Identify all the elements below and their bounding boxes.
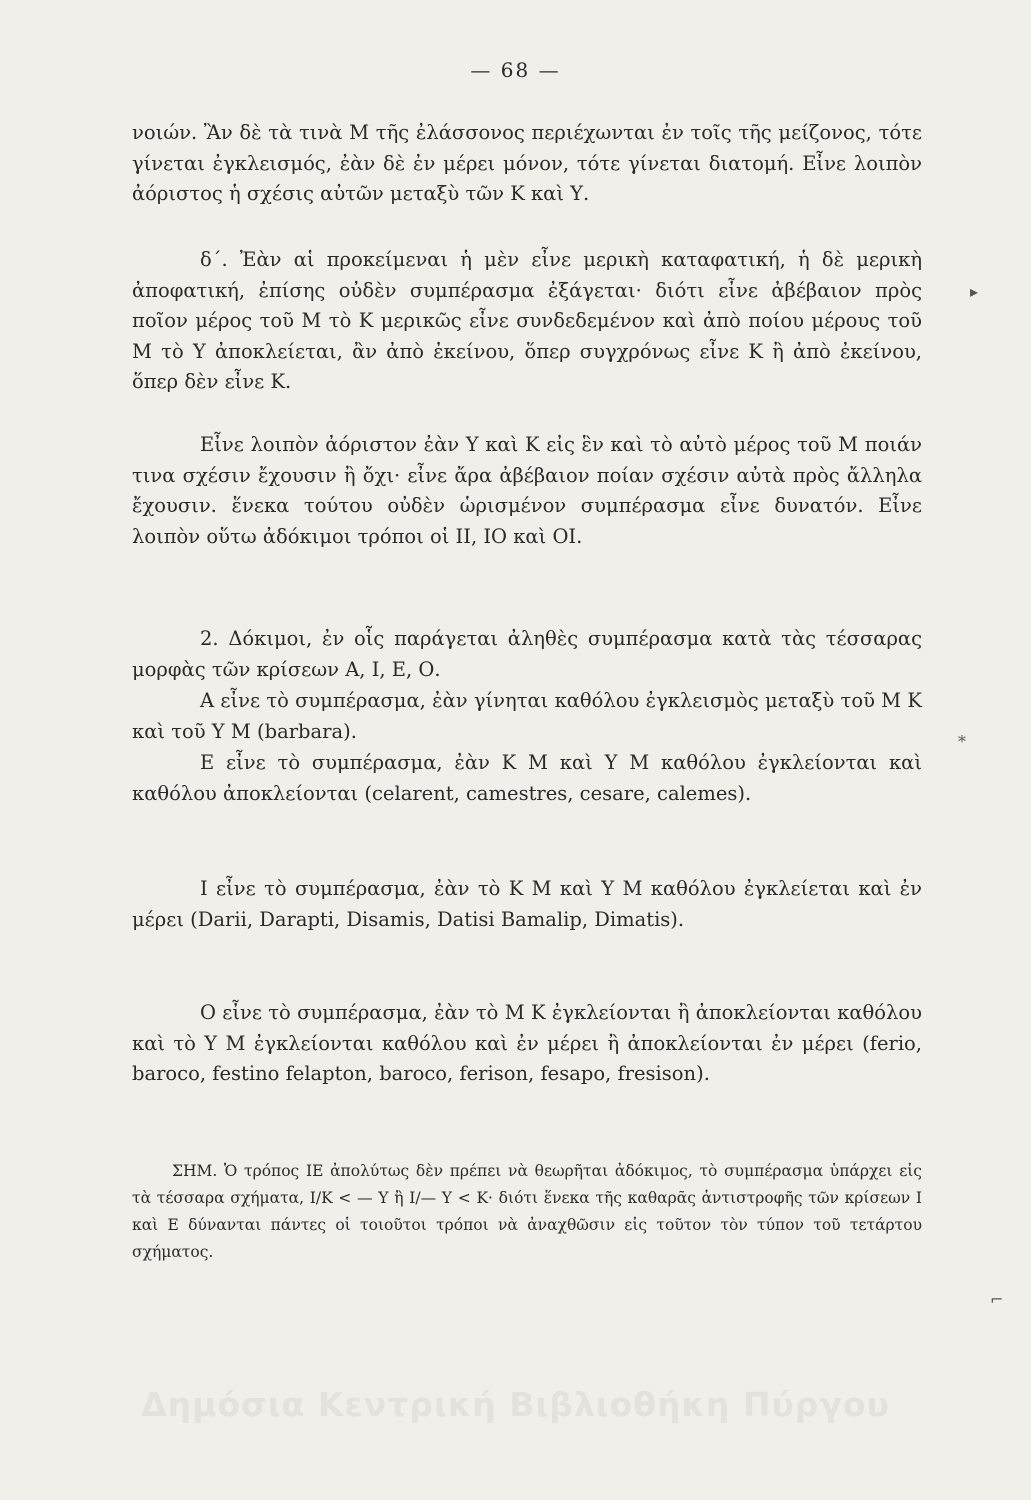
paragraph-indeterminate [132, 430, 922, 552]
paragraph: Α εἶνε τὸ συμπέρασμα, ἐὰν γίνηται καθόλου ἐγκλεισμὸς μεταξὺ τοῦ Μ Κ καὶ τοῦ Υ Μ (barbara). [132, 689, 922, 743]
margin-tick-icon: ⌐ [990, 1290, 1004, 1309]
paragraph: Ο εἶνε τὸ συμπέρασμα, ἐὰν τὸ Μ Κ ἐγκλείονται ἢ ἀποκλείονται καθόλου καὶ τὸ Υ Μ ἐγκλείονται καθόλου καὶ ἐν μέρει ἢ ἀποκλείονται ἐν μέρει (ferio, baroco, festino felapton, baroco, ferison, fesapo, fresison). [132, 1001, 922, 1086]
paragraph-mood-i [132, 874, 922, 935]
margin-asterisk-icon: * [958, 732, 966, 751]
paragraph-mood-a [132, 686, 922, 747]
paragraph-valid-moods [132, 624, 922, 685]
paragraph: 2. Δόκιμοι, ἐν οἷς παράγεται ἀληθὲς συμπέρασμα κατὰ τὰς τέσσαρας μορφὰς τῶν κρίσεων Α, Ι, Ε, Ο. [132, 627, 922, 681]
paragraph-continuation [132, 118, 922, 210]
footnote-text: ΣΗΜ. Ὁ τρόπος ΙΕ ἀπολύτως δὲν πρέπει νὰ θεωρῆται ἀδόκιμος, τὸ συμπέρασμα ὑπάρχει εἰς τὰ τέσσαρα σχήματα, Ι/Κ < — Υ ἢ Ι/— Υ < Κ· διότι ἕνεκα τῆς καθαρᾶς ἀντιστροφῆς τῶν κρίσεων Ι καὶ Ε δύνανται πάντες οἱ τοιοῦτοι τρόποι νὰ ἀναχθῶσιν εἰς τοῦτον τὸν τύπον τοῦ τετάρτου σχήματος. [132, 1162, 922, 1261]
margin-arrow-icon: ▸ [970, 282, 979, 301]
paragraph-mood-o [132, 998, 922, 1090]
paragraph: Εἶνε λοιπὸν ἀόριστον ἐὰν Υ καὶ Κ εἰς ἓν καὶ τὸ αὐτὸ μέρος τοῦ Μ ποιάν τινα σχέσιν ἔχουσιν ἢ ὄχι· εἶνε ἄρα ἀβέβαιον ποίαν σχέσιν αὐτὰ πρὸς ἄλληλα ἔχουσιν. ἕνεκα τούτου οὐδὲν ὡρισμένον συμπέρασμα εἶνε δυνατόν. Εἶνε λοιπὸν οὕτω ἀδόκιμοι τρόποι οἱ ΙΙ, ΙΟ καὶ ΟΙ. [132, 433, 922, 548]
paragraph: Ε εἶνε τὸ συμπέρασμα, ἐὰν Κ Μ καὶ Υ Μ καθόλου ἐγκλείονται καὶ καθόλου ἀποκλείονται (celarent, camestres, cesare, calemes). [132, 751, 922, 805]
paragraph-delta [132, 245, 922, 398]
library-watermark: Δημόσια Κεντρική Βιβλιοθήκη Πύργου [141, 1385, 890, 1424]
paragraph: Ι εἶνε τὸ συμπέρασμα, ἐὰν τὸ Κ Μ καὶ Υ Μ καθόλου ἐγκλείεται καὶ ἐν μέρει (Darii, Darapti, Disamis, Datisi Bamalip, Dimatis). [132, 877, 922, 931]
paragraph-mood-e [132, 748, 922, 809]
footnote-block [132, 1158, 922, 1266]
page-number: — 68 — [470, 58, 561, 82]
paragraph: δ΄. Ἐὰν αἱ προκείμεναι ἡ μὲν εἶνε μερικὴ καταφατική, ἡ δὲ μερικὴ ἀποφατική, ἐπίσης οὐδὲν συμπέρασμα ἐξάγεται· διότι εἶνε ἀβέβαιον πρὸς ποῖον μέρος τοῦ Μ τὸ Κ μερικῶς εἶνε συνδεδεμένον καὶ ἀπὸ ποίου μέρους τοῦ Μ τὸ Υ ἀποκλείεται, ἂν ἀπὸ ἐκείνου, ὅπερ συγχρόνως εἶνε Κ ἢ ἀπὸ ἐκείνου, ὅπερ δὲν εἶνε Κ. [132, 248, 922, 394]
paragraph: νοιών. Ἂν δὲ τὰ τινὰ Μ τῆς ἐλάσσονος περιέχωνται ἐν τοῖς τῆς μείζονος, τότε γίνεται ἐγκλεισμός, ἐὰν δὲ ἐν μέρει μόνον, τότε γίνεται διατομή. Εἶνε λοιπὸν ἀόριστος ἡ σχέσις αὐτῶν μεταξὺ τῶν Κ καὶ Υ. [132, 121, 922, 206]
